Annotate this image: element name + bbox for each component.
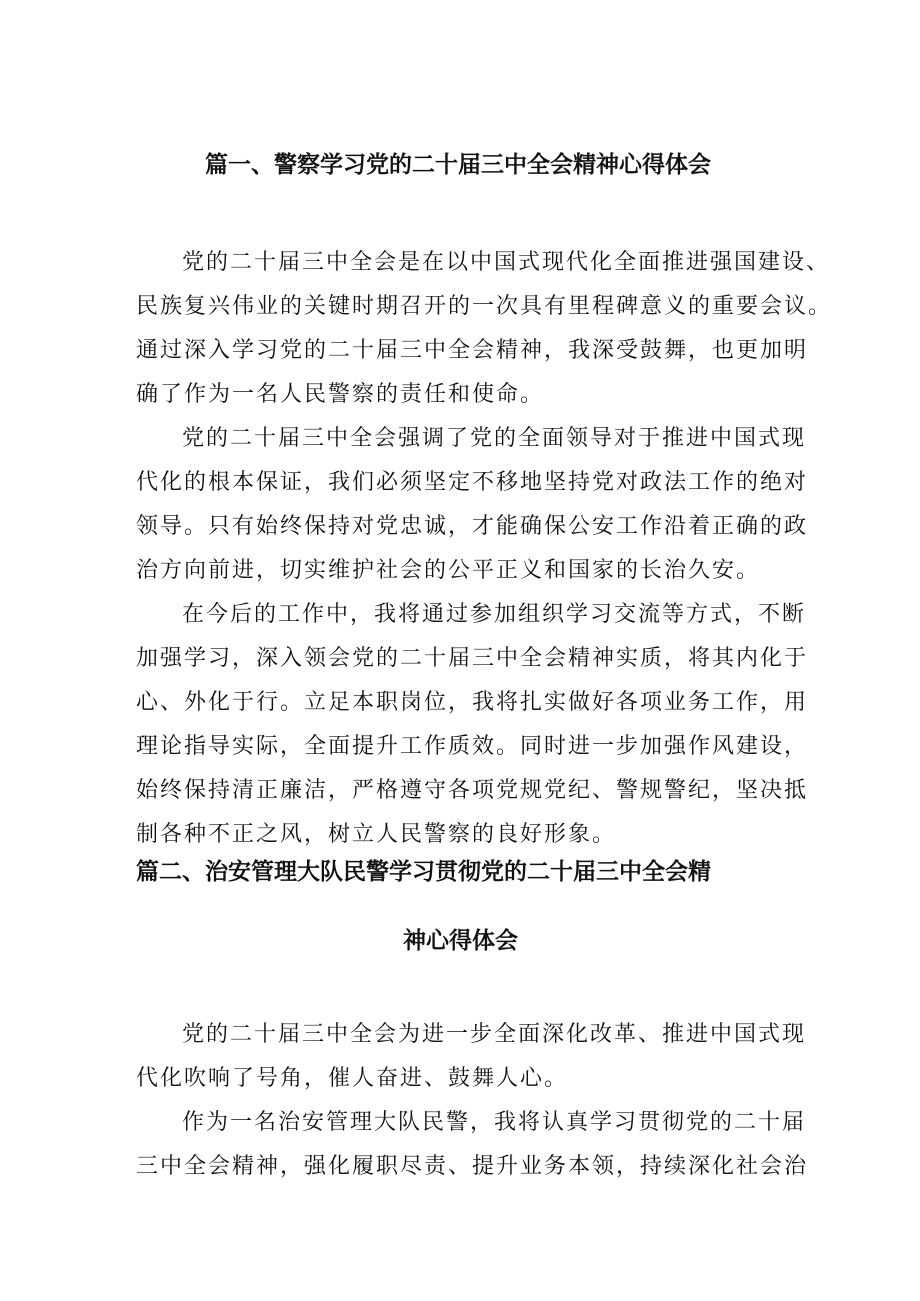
- paragraph-line: 党的二十届三中全会是在以中国式现代化全面推进强国建设、: [182, 250, 831, 275]
- paragraph-line: 治方向前进，切实维护社会的公平正义和国家的长治久安。: [136, 558, 761, 583]
- paragraph-line: 加强学习，深入领会党的二十届三中全会精神实质，将其内化于: [136, 646, 809, 671]
- paragraph-line: 作为一名治安管理大队民警，我将认真学习贯彻党的二十届: [182, 1110, 807, 1135]
- paragraph-line: 心、外化于行。立足本职岗位，我将扎实做好各项业务工作，用: [136, 690, 809, 715]
- section2-title-line2: 神心得体会: [403, 928, 518, 954]
- paragraph-line: 确了作为一名人民警察的责任和使命。: [136, 382, 545, 407]
- paragraph-line: 领导。只有始终保持对党忠诚，才能确保公安工作沿着正确的政: [136, 514, 809, 539]
- paragraph-line: 代化的根本保证，我们必须坚定不移地坚持党对政法工作的绝对: [136, 470, 809, 495]
- paragraph-line: 三中全会精神，强化履职尽责、提升业务本领，持续深化社会治: [136, 1154, 809, 1179]
- paragraph-line: 通过深入学习党的二十届三中全会精神，我深受鼓舞，也更加明: [136, 338, 809, 363]
- paragraph-line: 党的二十届三中全会为进一步全面深化改革、推进中国式现: [182, 1022, 807, 1047]
- section2-title-line1: 篇二、治安管理大队民警学习贯彻党的二十届三中全会精: [136, 859, 711, 885]
- paragraph-line: 始终保持清正廉洁，严格遵守各项党规党纪、警规警纪，坚决抵: [136, 778, 809, 803]
- paragraph-line: 制各种不正之风，树立人民警察的良好形象。: [136, 822, 617, 847]
- paragraph-line: 党的二十届三中全会强调了党的全面领导对于推进中国式现: [182, 426, 807, 451]
- paragraph-line: 在今后的工作中，我将通过参加组织学习交流等方式，不断: [182, 602, 807, 627]
- paragraph-line: 理论指导实际，全面提升工作质效。同时进一步加强作风建设，: [136, 734, 809, 759]
- paragraph-line: 民族复兴伟业的关键时期召开的一次具有里程碑意义的重要会议。: [136, 294, 833, 319]
- section1-title: 篇一、警察学习党的二十届三中全会精神心得体会: [205, 152, 711, 178]
- paragraph-line: 代化吹响了号角，催人奋进、鼓舞人心。: [136, 1066, 569, 1091]
